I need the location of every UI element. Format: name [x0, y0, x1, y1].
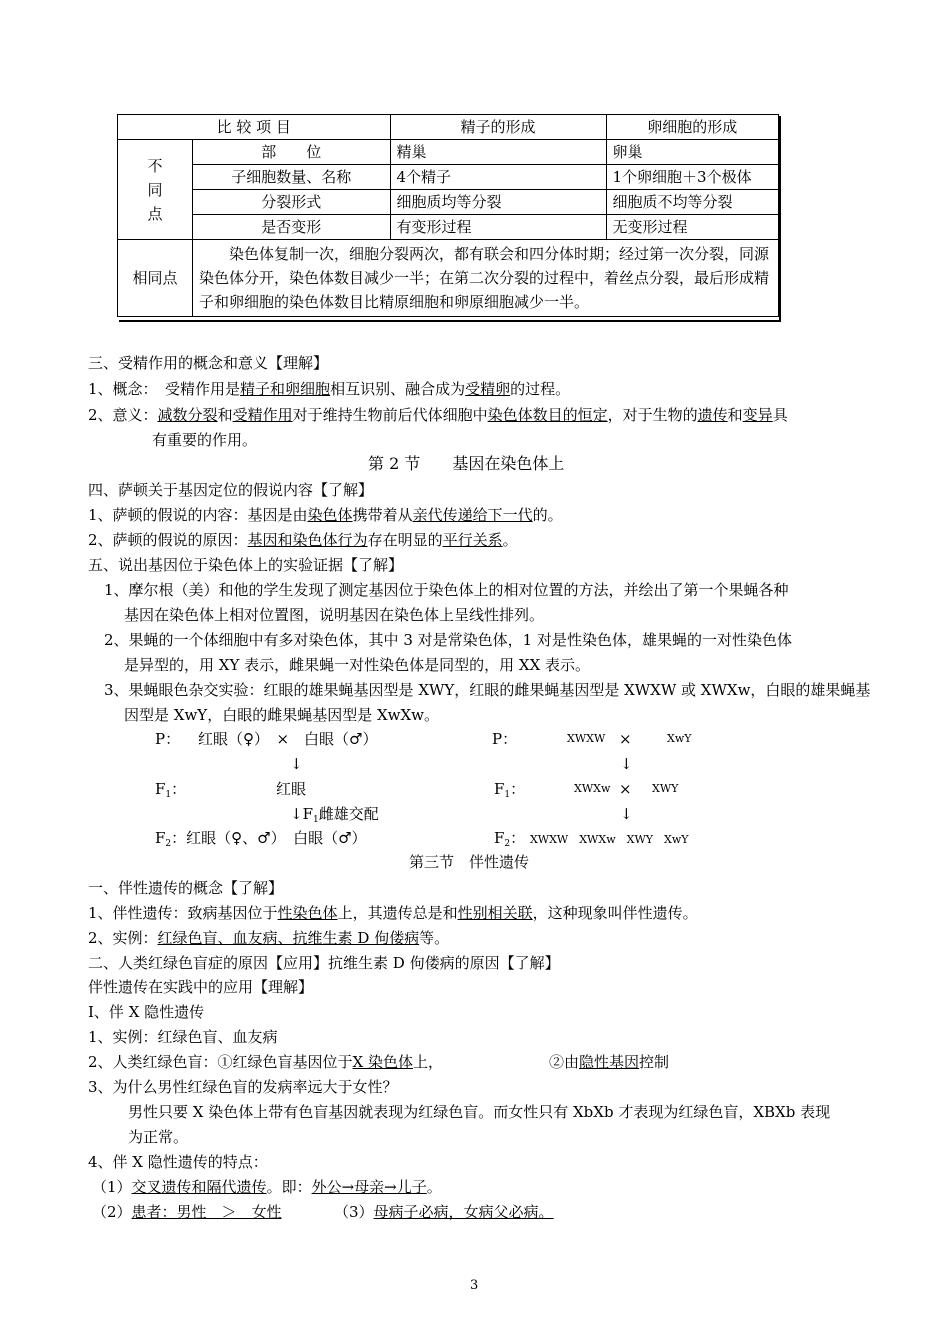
subscript: 1 [504, 790, 511, 800]
row-egg: 细胞质不均等分裂 [606, 190, 779, 215]
underlined-term: 基因和染色体行为 [247, 531, 368, 549]
text: 的。 [532, 506, 563, 524]
text: 2、意义： [88, 406, 158, 424]
text: ↓F [290, 805, 313, 823]
paragraph-cont: 基因在染色体上相对位置图，说明基因在染色体上呈线性排列。 [124, 606, 545, 624]
cross-p-parents: 红眼（♀） × 白眼（♂） [198, 730, 378, 748]
row-item: 子细胞数量、名称 [193, 165, 391, 190]
text: 存在明显的 [367, 531, 443, 549]
text: （1） [92, 1178, 132, 1196]
text: 2、实例： [88, 929, 158, 947]
text: ②由 [549, 1053, 580, 1071]
text: 控制 [639, 1053, 670, 1071]
table-shadow-right [779, 116, 781, 322]
underlined-term: 减数分裂 [157, 406, 218, 424]
text: 1、伴性遗传：致病基因位于 [88, 904, 278, 922]
text: 携带着从 [352, 506, 413, 524]
text: F [155, 780, 166, 798]
underlined-term: 交叉遗传和隔代遗传 [131, 1178, 267, 1196]
row-item: 是否变形 [193, 215, 391, 240]
paragraph [88, 530, 518, 550]
comparison-table [117, 114, 779, 317]
text: 2、萨顿的假说的原因： [88, 531, 248, 549]
text: 。 [426, 1178, 442, 1196]
underlined-term: X 染色体 [352, 1053, 413, 1071]
underlined-term: 性别相关联 [457, 904, 533, 922]
underlined-term: 遗传 [697, 406, 728, 424]
underlined-term: 患者：男性 ＞ 女性 [131, 1203, 282, 1221]
row-item: 部 位 [193, 140, 391, 165]
text: 和 [727, 406, 743, 424]
underlined-term: 受精卵 [465, 380, 511, 398]
text: 具 [772, 406, 788, 424]
page-number: 3 [470, 1278, 479, 1293]
text: 。即： [266, 1178, 312, 1196]
geno-f1-male: XWY [652, 782, 679, 795]
underlined-term: 外公→母亲→儿子 [311, 1178, 427, 1196]
paragraph [88, 903, 698, 923]
diff-label-char: 不 [147, 156, 163, 175]
feature-1 [92, 1177, 442, 1197]
cross-symbol: × [619, 780, 632, 798]
text: 对于维持生物前后代体细胞中 [292, 406, 488, 424]
table-header-sperm: 精子的形成 [390, 115, 606, 140]
cross-f1-label [155, 779, 186, 805]
row-egg: 无变形过程 [606, 215, 779, 240]
row-sperm: 有变形过程 [390, 215, 606, 240]
diff-label-char: 点 [147, 204, 163, 223]
table-header-item: 比 较 项 目 [118, 115, 391, 140]
text: 1、萨顿的假说的内容：基因是由 [88, 506, 308, 524]
table-shadow-bottom [119, 320, 781, 322]
down-arrow: ↓ [620, 755, 633, 773]
subscript: 1 [312, 815, 319, 825]
text: 雌雄交配 [318, 805, 379, 823]
geno-f1-label [494, 779, 525, 805]
geno-p-male: XwY [667, 732, 692, 745]
row-egg: 卵巢 [606, 140, 779, 165]
cross-f1-mating [290, 804, 379, 830]
genotypes: XWXW XWXw XWY XwY [529, 833, 689, 846]
geno-p-label: P： [492, 730, 518, 748]
text: 等。 [419, 929, 450, 947]
feature-3 [334, 1202, 554, 1222]
subscript: 2 [504, 839, 511, 849]
section-heading: 伴性遗传在实践中的应用【理解】 [88, 978, 314, 996]
cross-f1-phenotype: 红眼 [276, 780, 307, 798]
geno-p-female: XWXW [567, 732, 606, 745]
text: 和 [217, 406, 233, 424]
paragraph-cont: 因型是 XwY，白眼的雌果蝇基因型是 XwXw。 [124, 706, 439, 724]
row-item: 分裂形式 [193, 190, 391, 215]
subscript: 2 [165, 839, 172, 849]
section-title: 第 2 节 基因在染色体上 [368, 454, 565, 473]
text: 上，其遗传总是和 [337, 904, 458, 922]
text: ： [171, 780, 187, 798]
text: （3） [334, 1203, 374, 1221]
question: 3、为什么男性红绿色盲的发病率远大于女性？ [88, 1078, 398, 1096]
section-heading: 五、说出基因位于染色体上的实验证据【了解】 [88, 556, 404, 574]
section-heading: 二、人类红绿色盲症的原因【应用】抗维生素 D 佝偻病的原因【了解】 [88, 954, 560, 972]
section-title: 第三节 伴性遗传 [409, 853, 530, 871]
underlined-term: 亲代传递给下一代 [412, 506, 533, 524]
subscript: 1 [165, 790, 172, 800]
underlined-term: 染色体 [307, 506, 353, 524]
down-arrow: ↓ [620, 805, 633, 823]
underlined-term: 母病子必病，女病父必病。 [373, 1203, 554, 1221]
row-sperm: 细胞质均等分裂 [390, 190, 606, 215]
text: F [494, 829, 505, 847]
text: 1、概念： 受精作用是 [88, 380, 241, 398]
text: F [155, 829, 166, 847]
text: ： [510, 829, 526, 847]
text: ，这种现象叫伴性遗传。 [532, 904, 698, 922]
paragraph [88, 928, 449, 948]
paragraph [88, 505, 563, 525]
diff-label-char: 同 [147, 180, 163, 199]
section-heading: 四、萨顿关于基因定位的假说内容【了解】 [88, 481, 374, 499]
table-header-egg: 卵细胞的形成 [606, 115, 779, 140]
answer-cont: 为正常。 [128, 1128, 189, 1146]
text: ： [510, 780, 526, 798]
diff-label [118, 140, 193, 240]
text: （2） [92, 1203, 132, 1221]
paragraph: 3、果蝇眼色杂交实验：红眼的雄果蝇基因型是 XWY，红眼的雌果蝇基因型是 XWXW 或 XWXw，白眼的雄果蝇基 [104, 681, 871, 699]
underlined-term: 染色体数目的恒定 [487, 406, 608, 424]
paragraph: 4、伴 X 隐性遗传的特点： [88, 1153, 268, 1171]
geno-f1-female: XWXw [574, 782, 611, 795]
text: 相互识别、融合成为 [330, 380, 466, 398]
paragraph: 1、实例：红绿色盲、血友病 [88, 1028, 278, 1046]
feature-2 [92, 1202, 282, 1222]
same-text: 染色体复制一次，细胞分裂两次，都有联会和四分体时期；经过第一次分裂，同源染色体分开，染色体数目减少一半；在第二次分裂的过程中，着丝点分裂，最后形成精子和卵细胞的染色体数目比精原细胞和卵原细胞减少一半。 [193, 240, 779, 317]
geno-f2 [494, 828, 689, 854]
text: 上， [413, 1053, 444, 1071]
row-sperm: 4个精子 [390, 165, 606, 190]
underlined-term: 隐性基因 [579, 1053, 640, 1071]
underlined-term: 受精作用 [232, 406, 293, 424]
underlined-term: 变异 [742, 406, 773, 424]
text: F [494, 780, 505, 798]
same-label: 相同点 [118, 240, 193, 317]
paragraph-cont: 是异型的，用 XY 表示，雌果蝇一对性染色体是同型的，用 XX 表示。 [124, 656, 591, 674]
text: 的过程。 [510, 380, 571, 398]
row-sperm: 精巢 [390, 140, 606, 165]
text: ：红眼（♀、♂） 白眼（♂） [171, 829, 367, 847]
cross-p-label: P： [155, 730, 181, 748]
paragraph [88, 405, 788, 425]
underlined-term: 平行关系 [442, 531, 503, 549]
section-heading: 一、伴性遗传的概念【了解】 [88, 879, 284, 897]
text: ，对于生物的 [607, 406, 698, 424]
row-egg: 1个卵细胞＋3个极体 [606, 165, 779, 190]
subsection-heading: Ⅰ、伴 X 隐性遗传 [88, 1003, 205, 1021]
cross-symbol: × [619, 730, 632, 748]
down-arrow: ↓ [290, 755, 303, 773]
paragraph: 1、摩尔根（美）和他的学生发现了测定基因位于染色体上的相对位置的方法，并绘出了第一个果蝇各种 [104, 581, 789, 599]
underlined-term: 精子和卵细胞 [240, 380, 331, 398]
paragraph-cont: 有重要的作用。 [152, 431, 258, 449]
underlined-term: 红绿色盲、血友病、抗维生素 D 佝偻病 [157, 929, 420, 947]
underlined-term: 性染色体 [277, 904, 338, 922]
text: 2、人类红绿色盲：①红绿色盲基因位于 [88, 1053, 353, 1071]
paragraph [549, 1052, 669, 1072]
paragraph [88, 379, 570, 399]
paragraph: 2、果蝇的一个体细胞中有多对染色体，其中 3 对是常染色体，1 对是性染色体，雄果蝇的一对性染色体 [104, 631, 792, 649]
paragraph [88, 1052, 443, 1072]
text: 。 [502, 531, 518, 549]
cross-f2 [155, 828, 367, 854]
answer: 男性只要 X 染色体上带有色盲基因就表现为红绿色盲。而女性只有 XbXb 才表现为红绿色盲，XBXb 表现 [128, 1103, 831, 1121]
section-heading: 三、受精作用的概念和意义【理解】 [88, 354, 329, 372]
